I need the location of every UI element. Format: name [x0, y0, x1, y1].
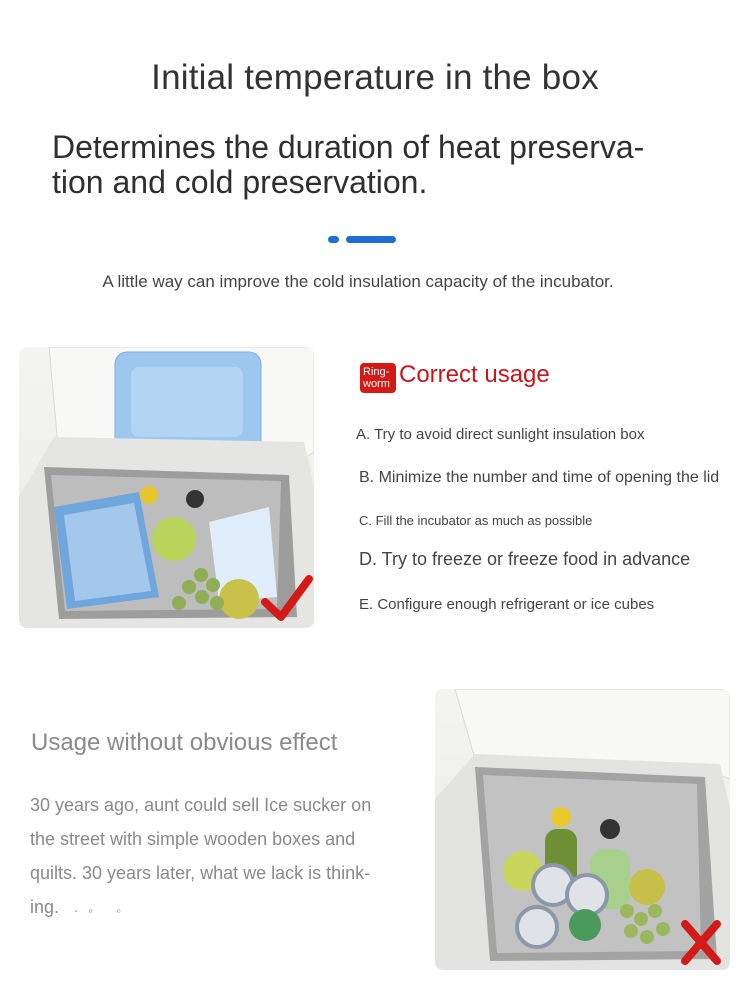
divider-bar: [346, 236, 396, 243]
lead-text: A little way can improve the cold insulation capacity of the incubator.: [102, 272, 614, 291]
trailing-dots: ·◦ ◦: [74, 903, 132, 918]
divider-dot: [328, 236, 339, 243]
tip-item: D. Try to freeze or freeze food in advance: [359, 549, 691, 569]
cooler-filled-illustration: [19, 347, 314, 628]
brand-badge: Ring-worm: [360, 363, 396, 393]
correct-usage-heading: Correct usage: [399, 361, 550, 388]
body-line: quilts. 30 years later, what we lack is think-: [30, 863, 371, 883]
wrong-usage-photo: [435, 689, 730, 970]
page-subtitle: [52, 130, 702, 200]
correct-usage-photo: [19, 347, 314, 628]
wrong-usage-heading: Usage without obvious effect: [31, 729, 338, 756]
subtitle-line: Determines the duration of heat preserva-: [52, 129, 645, 165]
body-line: the street with simple wooden boxes and: [30, 829, 356, 849]
tip-item: A. Try to avoid direct sunlight insulation box: [356, 426, 645, 443]
page-title: Initial temperature in the box: [151, 58, 599, 97]
tip-item: E. Configure enough refrigerant or ice cubes: [359, 596, 655, 613]
body-line: ing.: [30, 897, 60, 917]
subtitle-line: tion and cold preservation.: [52, 164, 428, 200]
cooler-no-ice-illustration: [435, 689, 730, 970]
divider-dots: [328, 235, 408, 245]
tip-item: C. Fill the incubator as much as possible: [359, 513, 593, 528]
tip-item: B. Minimize the number and time of opening the lid: [359, 469, 720, 486]
body-line: 30 years ago, aunt could sell Ice sucker on: [30, 795, 372, 815]
